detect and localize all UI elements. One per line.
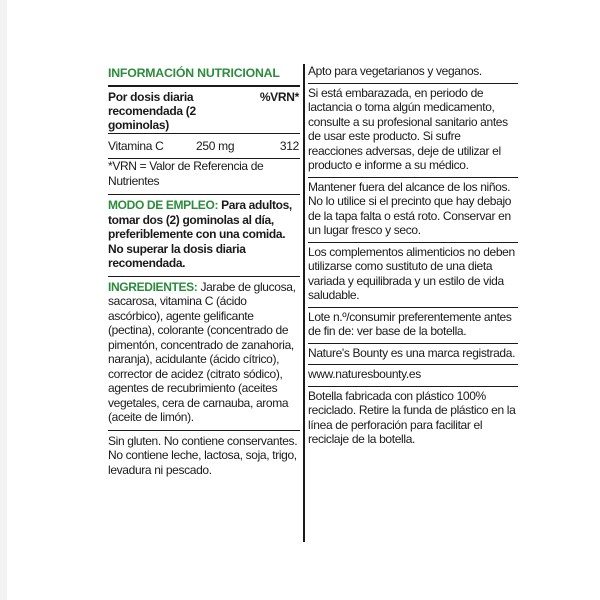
lot-text: Lote n.º/consumir preferentemente antes de fin de: ver base de la botella. [308,309,512,338]
page-edge [0,0,7,600]
storage-warning: Mantener fuera del alcance de los niños. No lo utilice si el precinto que hay debajo de la tapa falta o está roto. Conservar en un lugar fresco y seco. [308,179,512,237]
usage-label: MODO DE EMPLEO: [108,198,219,212]
allergens-section [108,431,300,483]
trademark-text: Nature's Bounty es una marca registrada. [308,345,516,360]
nutrition-title: INFORMACIÓN NUTRICIONAL [108,66,280,80]
nutrient-vrn: 312 [279,139,299,153]
right-block-recycling [308,387,518,451]
left-column [108,62,300,482]
right-block-trademark [308,344,518,365]
right-block-website [308,365,518,386]
supplement-notice: Los complementos alimenticios no deben utilizarse como sustituto de una dieta variada y equilibrada y un estilo de vida saludable. [308,244,515,302]
nutrition-row [108,134,300,154]
nutrient-name: Vitamina C [108,139,164,153]
ingredients-text: Jarabe de glucosa, sacarosa, vitamina C (ácido ascórbico), agente gelificante (pectina), colorante (concentrado de pimentón, concentrado de zanahoria, naranja), acidulante (ácido cítrico), corrector de acidez (citrato sódico), agentes de recubrimiento (aceites vegetales, cera de carnauba, aroma (aceite de limón). [108,279,296,424]
vegan-text: Apto para vegetarianos y veganos. [308,64,482,78]
nutrient-amount: 250 mg [196,139,235,153]
right-block-lot [308,308,518,343]
allergens-text: Sin gluten. No contiene conservantes. No contiene leche, lactosa, soja, trigo, levadura ni pescado. [108,433,298,477]
ingredients-label: INGREDIENTES: [108,279,198,294]
website-text: www.naturesbounty.es [308,367,421,381]
right-block-vegan [308,62,518,83]
ingredients-section [108,277,300,430]
usage-text: Para adultos, tomar dos (2) gominolas al día, preferiblemente con una comida. No superar la dosis diaria recomendada. [108,198,292,270]
pregnancy-warning: Si está embarazada, en periodo de lactancia o toma algún medicamento, consulte a su profesional sanitario antes de usar este producto. Si sufre reacciones adversas, deje de utilizar el producto e informe a su médico. [308,85,508,172]
recycling-text: Botella fabricada con plástico 100% reciclado. Retire la funda de plástico en la línea de perforación para facilitar el reciclaje de la botella. [308,388,516,446]
right-block-supplement [308,243,518,307]
vrn-header: %VRN* [259,90,299,104]
right-block-pregnancy [308,84,518,177]
label-panel [108,62,516,546]
dose-header: Por dosis diaria recomendada (2 gominolas) [108,90,196,132]
nutrition-table-header [108,87,300,133]
right-block-storage [308,178,518,242]
right-column [308,62,518,451]
usage-section [108,195,300,276]
vrn-footnote: *VRN = Valor de Referencia de Nutrientes [108,159,264,188]
column-divider [303,64,305,542]
